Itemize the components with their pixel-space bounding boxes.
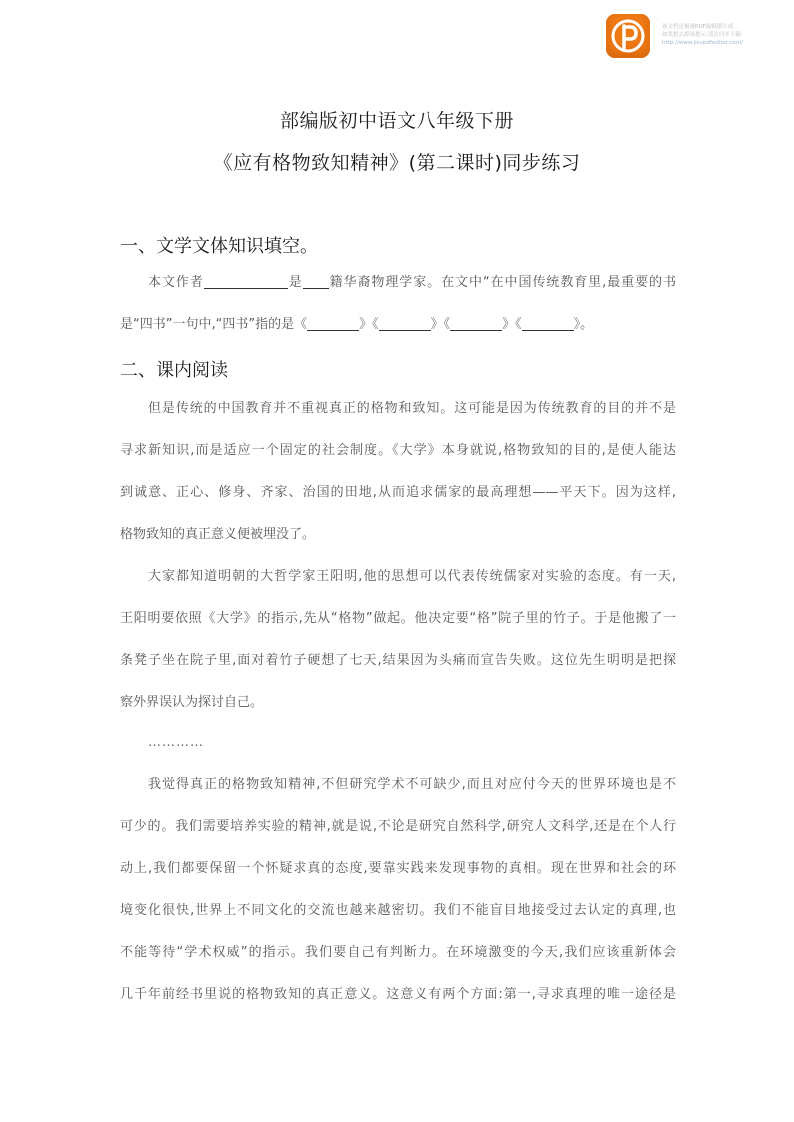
passage-line: 到诚意、正心、修身、齐家、治国的田地,从而追求儒家的最高理想——平天下。因为这样, [120,485,676,500]
fill-text: 》。 [573,317,594,332]
passage-line: 但是传统的中国教育并不重视真正的格物和致知。这可能是因为传统教育的目的并不是 [148,401,676,416]
passage-line: 境变化很快,世界上不同文化的交流也越来越密切。我们不能盲目地接受过去认定的真理,也 [120,903,676,918]
pdf-editor-logo-icon [606,14,650,58]
passage-line: 条凳子坐在院子里,面对着竹子硬想了七天,结果因为头痛而宣告失败。这位先生明明是把探 [120,653,676,668]
book-blank-2[interactable] [379,316,431,331]
book-blank-4[interactable] [522,316,574,331]
fill-text: 是 [287,275,303,290]
passage-line: 大家都知道明朝的大哲学家王阳明,他的思想可以代表传统儒家对实验的态度。有一天, [148,569,676,584]
section-2-heading: 二、课内阅读 [120,360,228,381]
fill-text: 本文作者 [148,275,204,290]
fill-text: 是“四书”一句中,“四书”指的是《 [120,317,308,332]
fill-blank-line-2 [120,316,676,334]
passage-line: 几千年前经书里说的格物致知的真正意义。这意义有两个方面:第一,寻求真理的唯一途径是 [120,987,676,1002]
book-blank-3[interactable] [450,316,502,331]
document-subtitle: 《应有格物致知精神》(第二课时)同步练习 [213,152,581,174]
passage-line: 我觉得真正的格物致知精神,不但研究学术不可缺少,而且对应付今天的世界环境也是不 [148,777,676,792]
fill-blank-line-1 [148,274,676,292]
watermark-line-2: 如果想去掉该提示,请访问并下载: [662,32,743,38]
omission-ellipsis: ………… [148,735,204,750]
passage-line: 王阳明要依照《大学》的指示,先从“格物”做起。他决定要“格”院子里的竹子。于是他搬了一 [120,611,676,626]
document-title: 部编版初中语文八年级下册 [279,110,514,132]
passage-line: 动上,我们都要保留一个怀疑求真的态度,要靠实践来发现事物的真相。现在世界和社会的环 [120,861,676,876]
fill-text: 》《 [359,317,379,332]
passage-line: 可少的。我们需要培养实验的精神,就是说,不论是研究自然科学,研究人文科学,还是在个人行 [120,819,676,834]
fill-text: 》《 [502,317,522,332]
fill-text: 》《 [430,317,451,332]
book-blank-1[interactable] [307,316,359,331]
author-blank[interactable] [204,274,288,289]
section-1-heading: 一、文学文体知识填空。 [120,236,318,257]
pdf-editor-watermark [606,14,786,58]
fill-text: 籍华裔物理学家。在文中“在中国传统教育里,最重要的书 [328,275,676,290]
passage-line: 寻求新知识,而是适应一个固定的社会制度。《大学》本身就说,格物致知的目的,是使人能达 [120,443,676,458]
passage-line: 格物致知的真正意义便被埋没了。 [120,527,316,542]
nationality-blank[interactable] [303,274,329,289]
watermark-url: http://www.jisupdfeditor.com/ [662,40,743,46]
passage-line: 察外界误认为探讨自己。 [120,695,264,710]
watermark-line-1: 该文档是极速PDF编辑器生成, [662,24,735,30]
passage-line: 不能等待“学术权威”的指示。我们要自己有判断力。在环境激变的今天,我们应该重新体会 [120,945,676,960]
watermark-text [662,23,743,47]
